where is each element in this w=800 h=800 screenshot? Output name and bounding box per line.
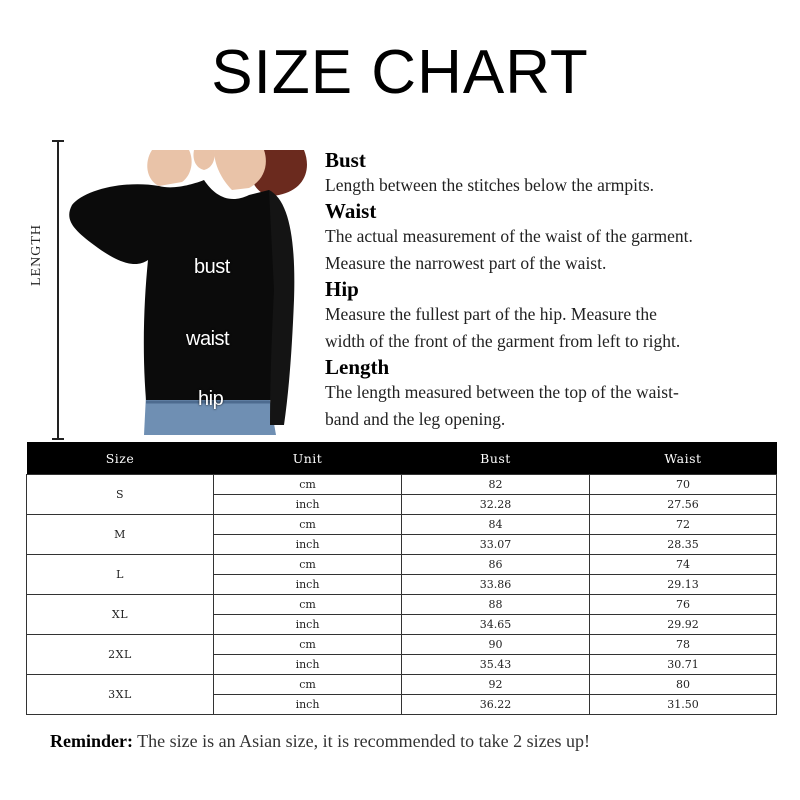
header-unit: Unit: [214, 442, 402, 475]
table-row: [27, 675, 777, 695]
desc-waist: [325, 199, 795, 277]
length-axis-label: LENGTH: [29, 224, 44, 286]
cell-bust: 90: [402, 635, 590, 655]
model-figure: [64, 150, 314, 435]
cell-waist: 31.50: [590, 695, 777, 715]
cell-unit: cm: [214, 675, 402, 695]
size-table: [26, 442, 777, 715]
table-header-row: [27, 442, 777, 475]
measurement-descriptions: [325, 148, 795, 433]
header-bust: Bust: [402, 442, 590, 475]
desc-bust: [325, 148, 795, 199]
cell-waist: 72: [590, 515, 777, 535]
cell-unit: inch: [214, 655, 402, 675]
reminder: [50, 731, 790, 752]
desc-heading: Waist: [325, 199, 377, 223]
table-row: [27, 555, 777, 575]
cell-unit: inch: [214, 575, 402, 595]
desc-line: band and the leg opening.: [325, 409, 506, 429]
cell-unit: inch: [214, 495, 402, 515]
length-axis: [52, 140, 64, 440]
table-row: [27, 595, 777, 615]
desc-heading: Hip: [325, 277, 359, 301]
desc-line: width of the front of the garment from left to right.: [325, 331, 681, 351]
desc-line: The length measured between the top of the waist-: [325, 382, 679, 402]
desc-line: Measure the narrowest part of the waist.: [325, 253, 607, 273]
reminder-label: Reminder:: [50, 731, 133, 751]
cell-waist: 28.35: [590, 535, 777, 555]
desc-hip: [325, 277, 795, 355]
cell-size: 3XL: [27, 675, 214, 715]
cell-unit: cm: [214, 515, 402, 535]
header-size: Size: [27, 442, 214, 475]
cell-bust: 84: [402, 515, 590, 535]
cell-size: XL: [27, 595, 214, 635]
figure-label-bust: bust: [194, 256, 230, 278]
header-waist: Waist: [590, 442, 777, 475]
desc-length: [325, 355, 795, 433]
page-title: SIZE CHART: [211, 38, 589, 107]
cell-waist: 70: [590, 475, 777, 495]
model-illustration: [64, 150, 314, 435]
cell-size: 2XL: [27, 635, 214, 675]
cell-waist: 80: [590, 675, 777, 695]
cell-waist: 29.92: [590, 615, 777, 635]
table-row: [27, 635, 777, 655]
desc-heading: Length: [325, 355, 390, 379]
desc-line: Length between the stitches below the armpits.: [325, 175, 655, 195]
cell-waist: 30.71: [590, 655, 777, 675]
size-table-body: [27, 475, 777, 715]
cell-unit: cm: [214, 555, 402, 575]
cell-unit: cm: [214, 475, 402, 495]
desc-line: The actual measurement of the waist of the garment.: [325, 226, 693, 246]
cell-bust: 82: [402, 475, 590, 495]
cell-bust: 34.65: [402, 615, 590, 635]
cell-waist: 78: [590, 635, 777, 655]
cell-bust: 33.07: [402, 535, 590, 555]
cell-unit: inch: [214, 695, 402, 715]
cell-unit: inch: [214, 535, 402, 555]
cell-waist: 27.56: [590, 495, 777, 515]
cell-bust: 86: [402, 555, 590, 575]
figure-label-hip: hip: [198, 388, 224, 410]
cell-bust: 92: [402, 675, 590, 695]
cell-unit: inch: [214, 615, 402, 635]
cell-unit: cm: [214, 635, 402, 655]
cell-waist: 74: [590, 555, 777, 575]
figure-label-waist: waist: [186, 328, 230, 350]
cell-waist: 76: [590, 595, 777, 615]
reminder-text: The size is an Asian size, it is recommended to take 2 sizes up!: [137, 731, 591, 751]
table-row: [27, 475, 777, 495]
cell-bust: 36.22: [402, 695, 590, 715]
cell-size: L: [27, 555, 214, 595]
cell-unit: cm: [214, 595, 402, 615]
cell-size: M: [27, 515, 214, 555]
cell-bust: 88: [402, 595, 590, 615]
desc-heading: Bust: [325, 148, 366, 172]
cell-waist: 29.13: [590, 575, 777, 595]
cell-bust: 35.43: [402, 655, 590, 675]
cell-bust: 33.86: [402, 575, 590, 595]
desc-line: Measure the fullest part of the hip. Measure the: [325, 304, 657, 324]
cell-bust: 32.28: [402, 495, 590, 515]
cell-size: S: [27, 475, 214, 515]
table-row: [27, 515, 777, 535]
size-table-container: [26, 442, 776, 715]
